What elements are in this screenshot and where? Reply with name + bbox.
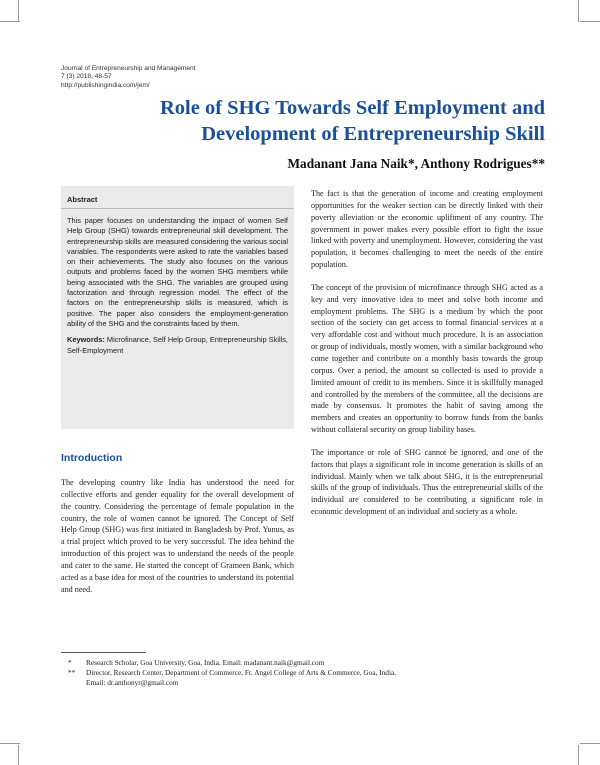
journal-info	[61, 65, 196, 90]
keywords-label: Keywords:	[67, 335, 105, 345]
intro-paragraph-1: The developing country like India has understood the need for collective efforts and gender equality for the overall development of the country. Considering the percentage of female population in the country, the role of women cannot be ignored. The Concept of Self Help Group (SHG) was first initiated in Bangladesh by Prof. Yunus, as a trial project which proved to be very successful. The idea behind the introduction of this project was to understand the needs of the people and cater to the same. He started the concept of Grameen Bank, which acted as a base idea for most of the countries to understand its potential and need.	[61, 478, 294, 594]
abstract-heading: Abstract	[67, 195, 98, 204]
crop-mark	[580, 21, 600, 22]
title-line-2: Development of Entrepreneurship Skill	[201, 123, 545, 145]
authors: Madanant Jana Naik*, Anthony Rodrigues**	[287, 156, 545, 171]
abstract-box	[61, 186, 294, 429]
left-column	[61, 477, 294, 606]
footnote-text: Director, Research Center, Department of Commerce, Fr. Angel College of Arts & Commerce, Goa, India.	[86, 668, 397, 678]
footnote-mark: *	[68, 658, 72, 667]
abstract-body	[67, 216, 288, 362]
footnotes	[61, 658, 546, 689]
footnote-divider	[61, 652, 146, 653]
right-paragraph-3: The importance or role of SHG cannot be ignored, and one of the factors that plays a significant role in income generation is skills of an individual. Mainly when we talk about SHG, it is the entrepreneurial skills of the group of individuals. Thus the entrepreneurial skills of the individual are considered to be contributing a significant role in economic development of an individual and society as a whole.	[311, 447, 543, 517]
right-paragraph-2: The concept of the provision of microfinance through SHG acted as a key and very innovative idea to meet and solve both income and employment problems. The SHG is a medium by which the poor section of the society can get access to formal financial services at a very affordable cost and without much procedure. It is an association or group of individuals, mostly women, with a similar background who come together and contribute on a monthly basis towards the group corpus. Over a period, the amount so collected is used to provide a limited amount of credit to its members. Since it is skillfully managed and controlled by the members of the committee, all the decisions are made by consensus. It promotes the habit of saving among the members and creates an opportunity to borrow funds from the banks without collateral security on group liability bases.	[311, 282, 543, 435]
footnote-mark: **	[68, 668, 76, 678]
abstract-text: This paper focuses on understanding the impact of women Self Help Group (SHG) towards entrepreneurial skill development. The entrepreneurship skills are measured considering the various social variables. The respondents were asked to rate the variables based on their achievements. The study also focuses on the various outputs and problems faced by the women SHG members while being associated with the SHG. The variables are grouped using factorization and through regression model. The effect of the factors on the entrepreneurship skills is measured, which is positive. The paper also considers the employment-generation ability of the SHG and the constraints faced by them.	[67, 216, 288, 328]
footnote-text: Email: dr.anthonyr@gmail.com	[86, 678, 179, 688]
footnote-text: Research Scholar, Goa University, Goa, India. Email: madanant.naik@gmail.com	[86, 658, 325, 667]
keywords	[67, 335, 288, 356]
footnote	[61, 668, 546, 678]
abstract-divider	[61, 208, 294, 209]
crop-mark	[18, 0, 19, 22]
keywords-text: Microfinance, Self Help Group, Entrepreneurship Skills, Self-Employment	[67, 335, 288, 355]
crop-mark	[0, 743, 20, 744]
right-column	[311, 188, 543, 529]
crop-mark	[0, 21, 20, 22]
journal-url[interactable]: http://publishingindia.com/jem/	[61, 81, 150, 89]
crop-mark	[18, 745, 19, 765]
journal-issue: 7 (3) 2018, 48-57	[61, 73, 112, 81]
right-paragraph-1: The fact is that the generation of income and creating employment opportunities for the weaker section can be directly linked with their poverty alleviation or the economic upliftment of any country. The government in power makes every possible effort to fight the issue linked with poverty and unemployment. However, considering the vast population, it becomes challenging to meet the needs of the entire population.	[311, 189, 543, 270]
footnote	[61, 678, 546, 688]
paper-title	[100, 95, 545, 147]
title-line-1: Role of SHG Towards Self Employment and	[160, 97, 545, 119]
journal-name: Journal of Entrepreneurship and Management	[61, 65, 196, 72]
introduction-heading: Introduction	[61, 452, 123, 464]
footnote	[61, 658, 546, 668]
crop-mark	[578, 745, 579, 765]
crop-mark	[580, 743, 600, 744]
crop-mark	[578, 0, 579, 22]
